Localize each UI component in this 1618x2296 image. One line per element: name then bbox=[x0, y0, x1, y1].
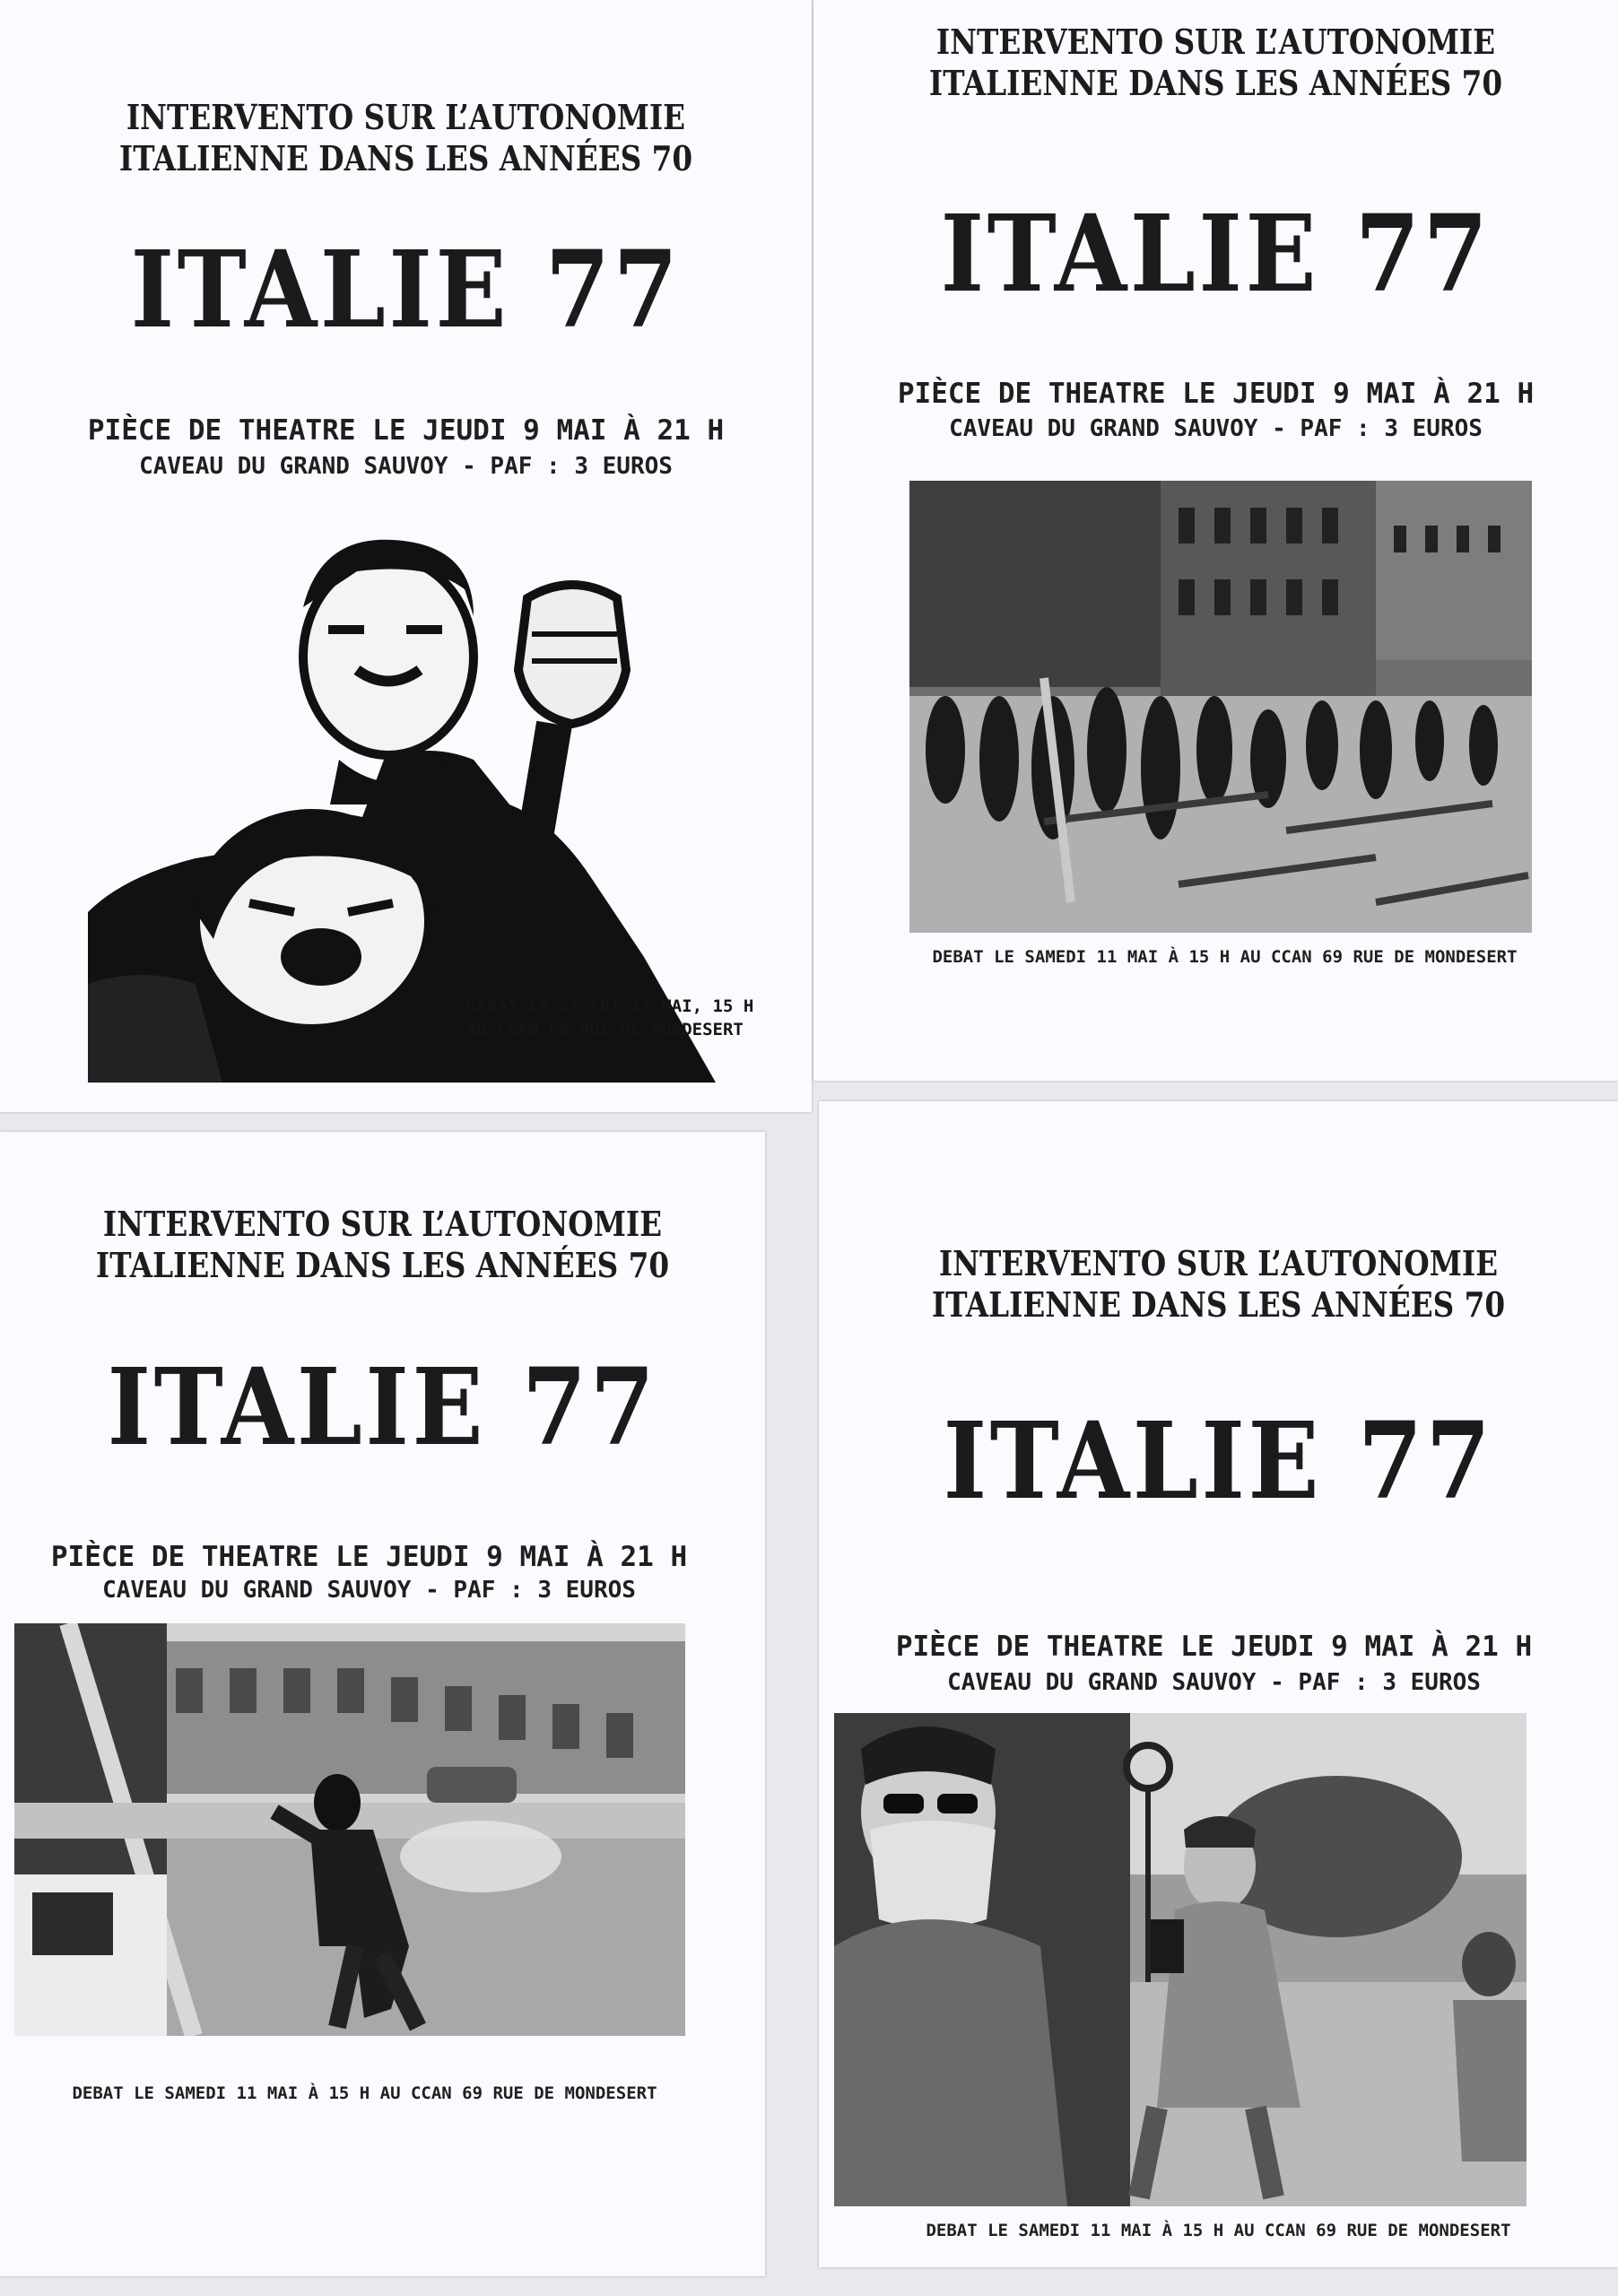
flyer-title: ITALIE 77 bbox=[943, 1398, 1494, 1523]
debate-line-1: DEBAT LE SAMEDI 11 MAI, 15 H bbox=[466, 996, 754, 1016]
venue-info: CAVEAU DU GRAND SAUVOY - PAF : 3 EUROS bbox=[949, 415, 1483, 442]
protest-women-photo bbox=[88, 535, 762, 1083]
intro-line-1: INTERVENTO SUR L’AUTONOMIE bbox=[938, 1243, 1499, 1283]
intro-line-2: ITALIENNE DANS LES ANNÉES 70 bbox=[95, 1245, 670, 1285]
street-riot-photo bbox=[909, 481, 1532, 933]
debate-info: DEBAT LE SAMEDI 11 MAI À 15 H AU CCAN 69 RUE DE MONDESERT bbox=[932, 947, 1518, 967]
flyer-intro bbox=[874, 1243, 1561, 1326]
debate-info: DEBAT LE SAMEDI 11 MAI À 15 H AU CCAN 69 RUE DE MONDESERT bbox=[72, 2083, 657, 2103]
flyer-intro bbox=[870, 22, 1561, 104]
debate-info: DEBAT LE SAMEDI 11 MAI À 15 H AU CCAN 69 RUE DE MONDESERT bbox=[926, 2221, 1511, 2240]
intro-line-1: INTERVENTO SUR L’AUTONOMIE bbox=[126, 97, 686, 137]
street-clash-photo bbox=[14, 1623, 685, 2036]
flyer-title: ITALIE 77 bbox=[107, 1344, 658, 1469]
debate-line-2: AU CCAN 69 RUE DE MONDESERT bbox=[466, 1020, 744, 1039]
intro-line-1: INTERVENTO SUR L’AUTONOMIE bbox=[935, 22, 1496, 62]
play-info: PIÈCE DE THEATRE LE JEUDI 9 MAI À 21 H bbox=[50, 1541, 688, 1573]
intro-line-2: ITALIENNE DANS LES ANNÉES 70 bbox=[118, 138, 693, 178]
flyer-bottom-right bbox=[819, 1101, 1618, 2267]
venue-info: CAVEAU DU GRAND SAUVOY - PAF : 3 EUROS bbox=[102, 1577, 636, 1604]
flyer-intro bbox=[54, 1204, 712, 1286]
play-info: PIÈCE DE THEATRE LE JEUDI 9 MAI À 21 H bbox=[895, 1631, 1533, 1663]
intro-line-2: ITALIENNE DANS LES ANNÉES 70 bbox=[931, 1284, 1506, 1325]
debate-info bbox=[466, 995, 753, 1041]
venue-info: CAVEAU DU GRAND SAUVOY - PAF : 3 EUROS bbox=[947, 1669, 1481, 1696]
flyer-top-right bbox=[813, 0, 1618, 1081]
venue-info: CAVEAU DU GRAND SAUVOY - PAF : 3 EUROS bbox=[139, 453, 673, 480]
flyer-intro bbox=[57, 97, 754, 179]
flyer-title: ITALIE 77 bbox=[940, 191, 1492, 316]
masked-protesters-photo bbox=[834, 1713, 1527, 2206]
flyer-title: ITALIE 77 bbox=[130, 227, 682, 352]
intro-line-1: INTERVENTO SUR L’AUTONOMIE bbox=[102, 1204, 663, 1244]
play-info: PIÈCE DE THEATRE LE JEUDI 9 MAI À 21 H bbox=[87, 414, 725, 447]
flyer-bottom-left bbox=[0, 1132, 765, 2276]
flyer-top-left bbox=[0, 0, 812, 1112]
play-info: PIÈCE DE THEATRE LE JEUDI 9 MAI À 21 H bbox=[897, 378, 1535, 410]
intro-line-2: ITALIENNE DANS LES ANNÉES 70 bbox=[928, 63, 1503, 103]
